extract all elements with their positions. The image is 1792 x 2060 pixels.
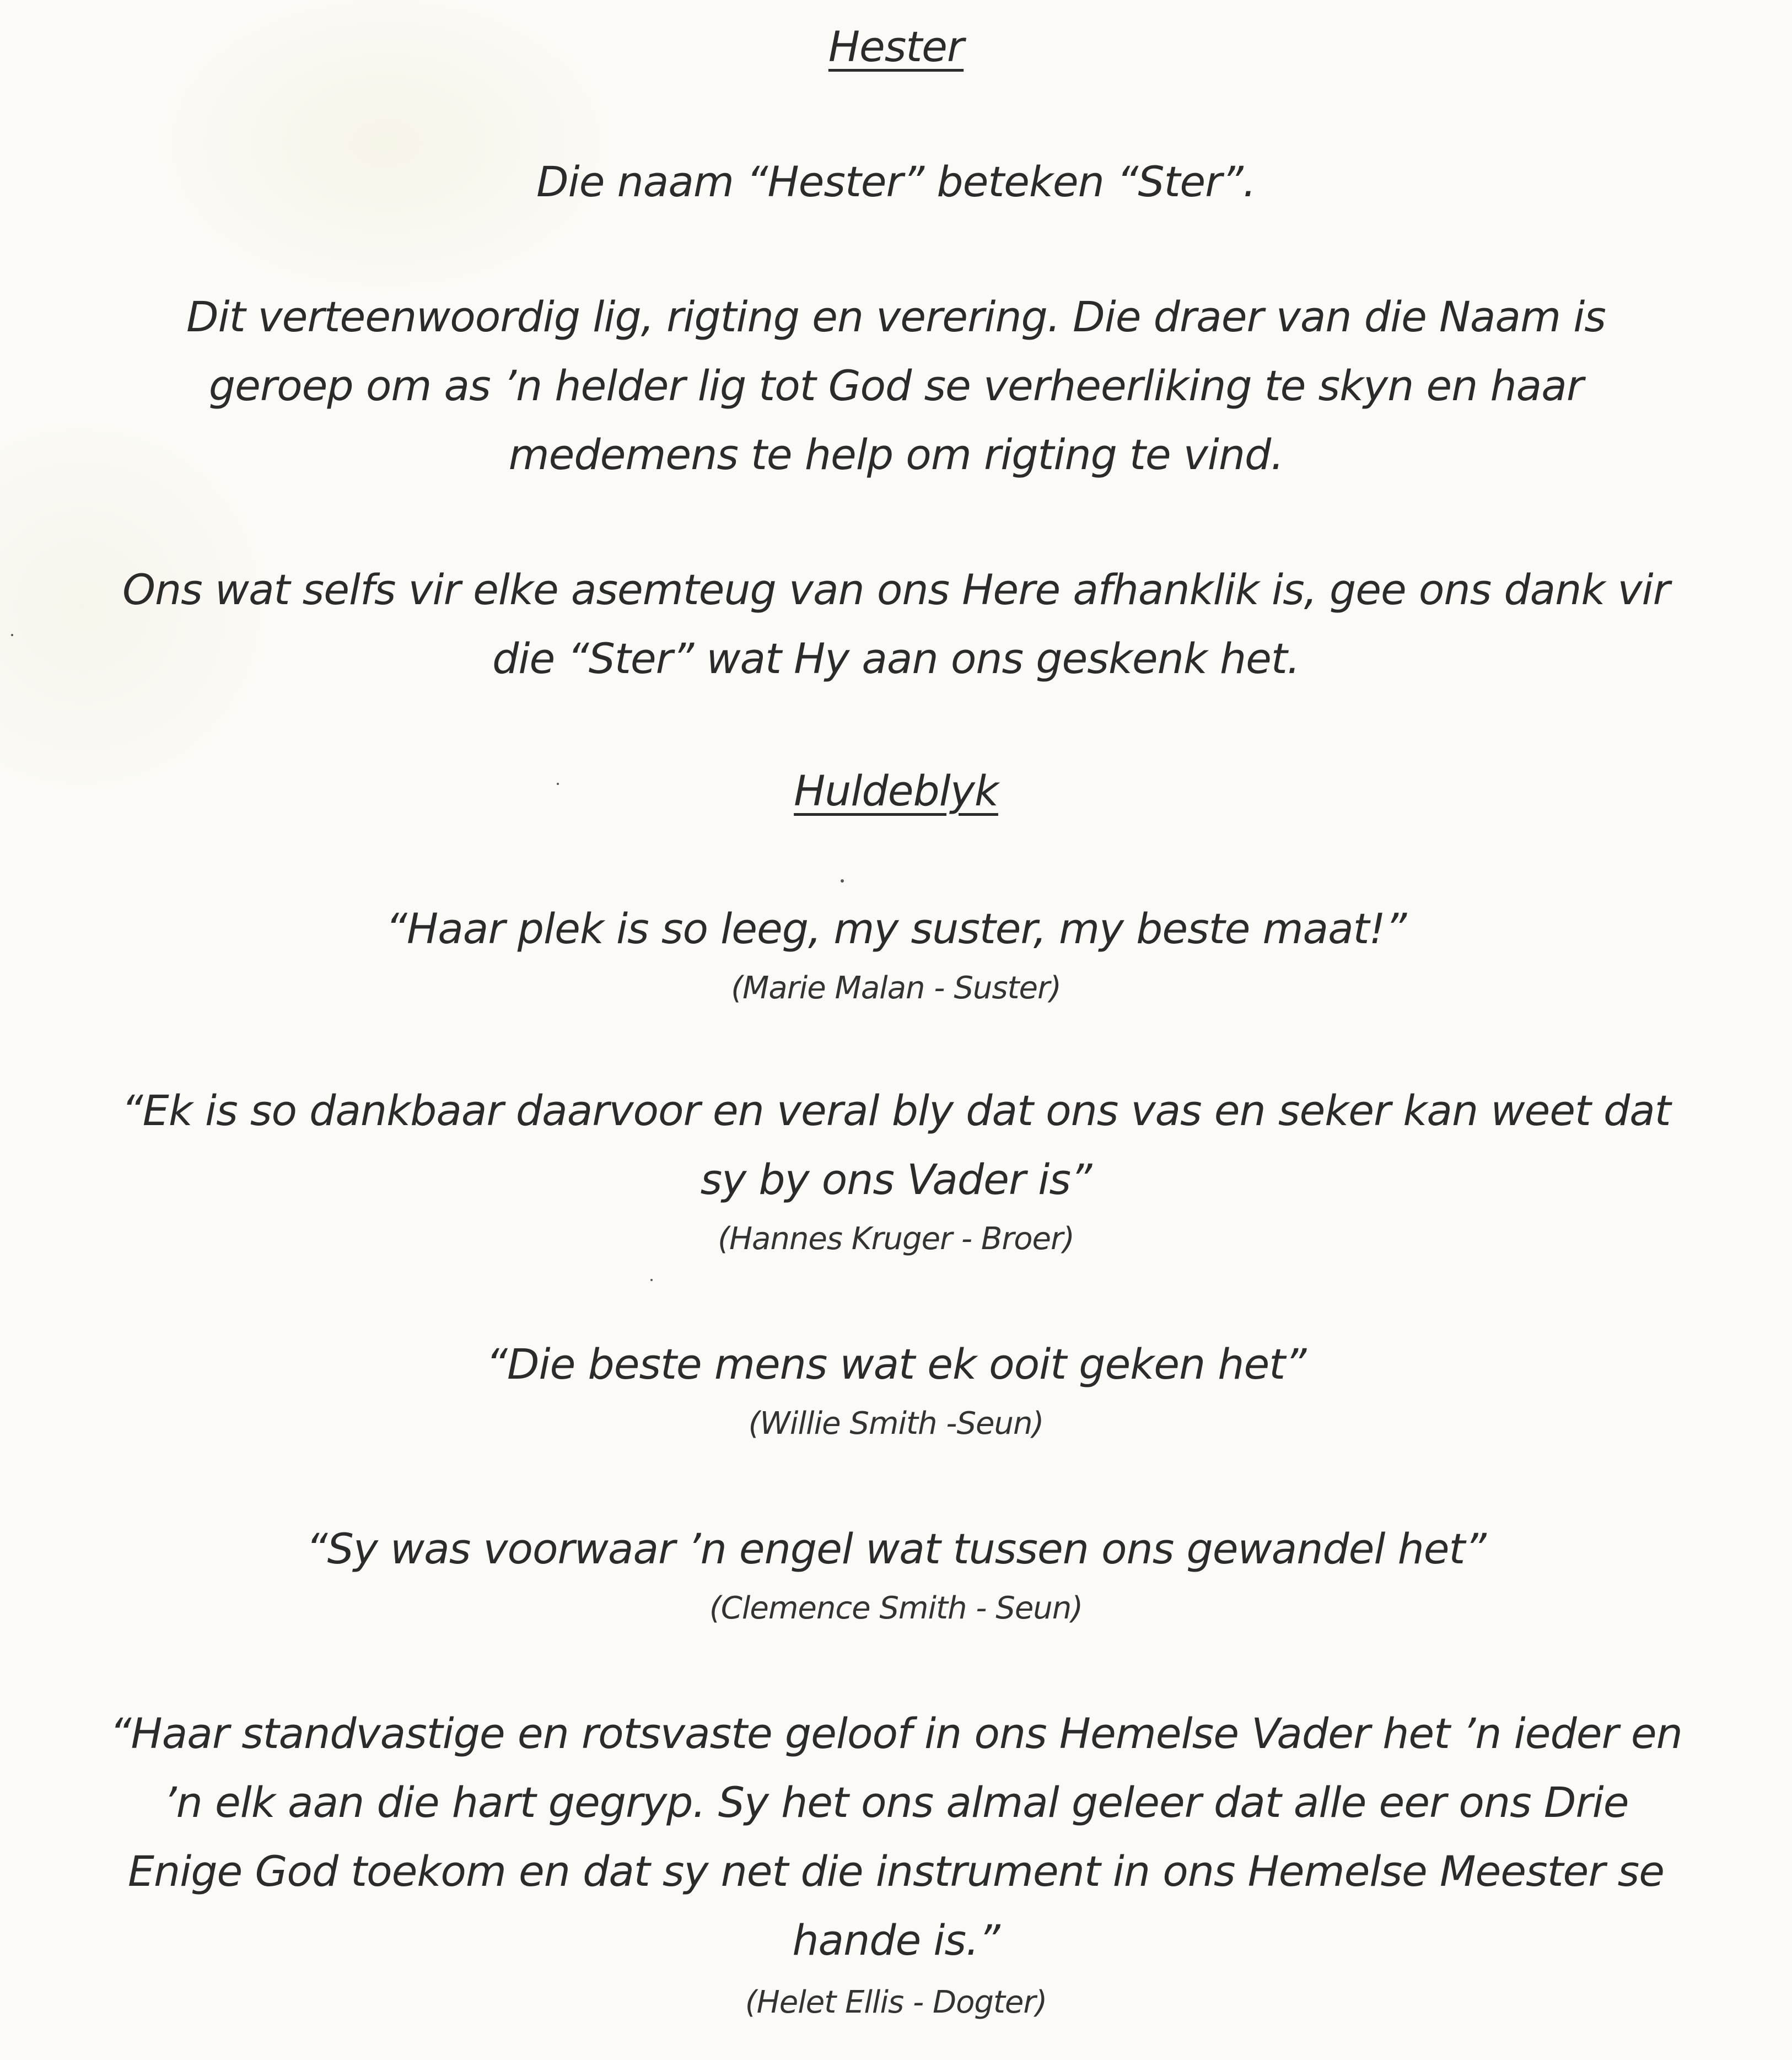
paragraph-line: geroep om as ’n helder lig tot God se verheerliking te skyn en haar xyxy=(208,361,1584,410)
tribute-attribution: (Helet Ellis - Dogter) xyxy=(745,1984,1047,2020)
tribute-quote-line: “Haar plek is so leeg, my suster, my beste maat!” xyxy=(385,904,1407,953)
tribute-quote-line: “Ek is so dankbaar daarvoor en veral bly dat ons vas en seker kan weet dat xyxy=(121,1086,1671,1135)
tribute-quote-line: Enige God toekom en dat sy net die instrument in ons Hemelse Meester se xyxy=(128,1847,1664,1896)
scan-speck xyxy=(650,1279,653,1281)
tributes-heading: Huldeblyk xyxy=(794,766,998,815)
paragraph-line: Ons wat selfs vir elke asemteug van ons Here afhanklik is, gee ons dank vir xyxy=(122,565,1670,614)
tribute-quote-line: sy by ons Vader is” xyxy=(700,1155,1092,1204)
paragraph-line: die “Ster” wat Hy aan ons geskenk het. xyxy=(492,634,1300,683)
page-title: Hester xyxy=(828,22,964,71)
tribute-quote-line: “Haar standvastige en rotsvaste geloof in ons Hemelse Vader het ’n ieder en xyxy=(110,1709,1682,1758)
paragraph-line: medemens te help om rigting te vind. xyxy=(508,430,1284,479)
scan-speck xyxy=(557,783,559,785)
tribute-quote-line: hande is.” xyxy=(792,1916,1000,1965)
paragraph-line: Dit verteenwoordig lig, rigting en verering. Die draer van die Naam is xyxy=(186,292,1606,341)
tribute-attribution: (Clemence Smith - Seun) xyxy=(709,1590,1083,1626)
tribute-attribution: (Hannes Kruger - Broer) xyxy=(718,1221,1074,1257)
tribute-attribution: (Willie Smith -Seun) xyxy=(748,1406,1044,1442)
scan-speck xyxy=(841,879,844,883)
scan-speck xyxy=(11,634,13,636)
tribute-quote-line: “Die beste mens wat ek ooit geken het” xyxy=(486,1340,1306,1389)
tribute-quote-line: “Sy was voorwaar ’n engel wat tussen ons gewandel het” xyxy=(306,1524,1486,1573)
name-meaning: Die naam “Hester” beteken “Ster”. xyxy=(536,157,1256,206)
tribute-quote-line: ’n elk aan die hart gegryp. Sy het ons almal geleer dat alle eer ons Drie xyxy=(163,1778,1629,1827)
tribute-attribution: (Marie Malan - Suster) xyxy=(731,970,1061,1006)
